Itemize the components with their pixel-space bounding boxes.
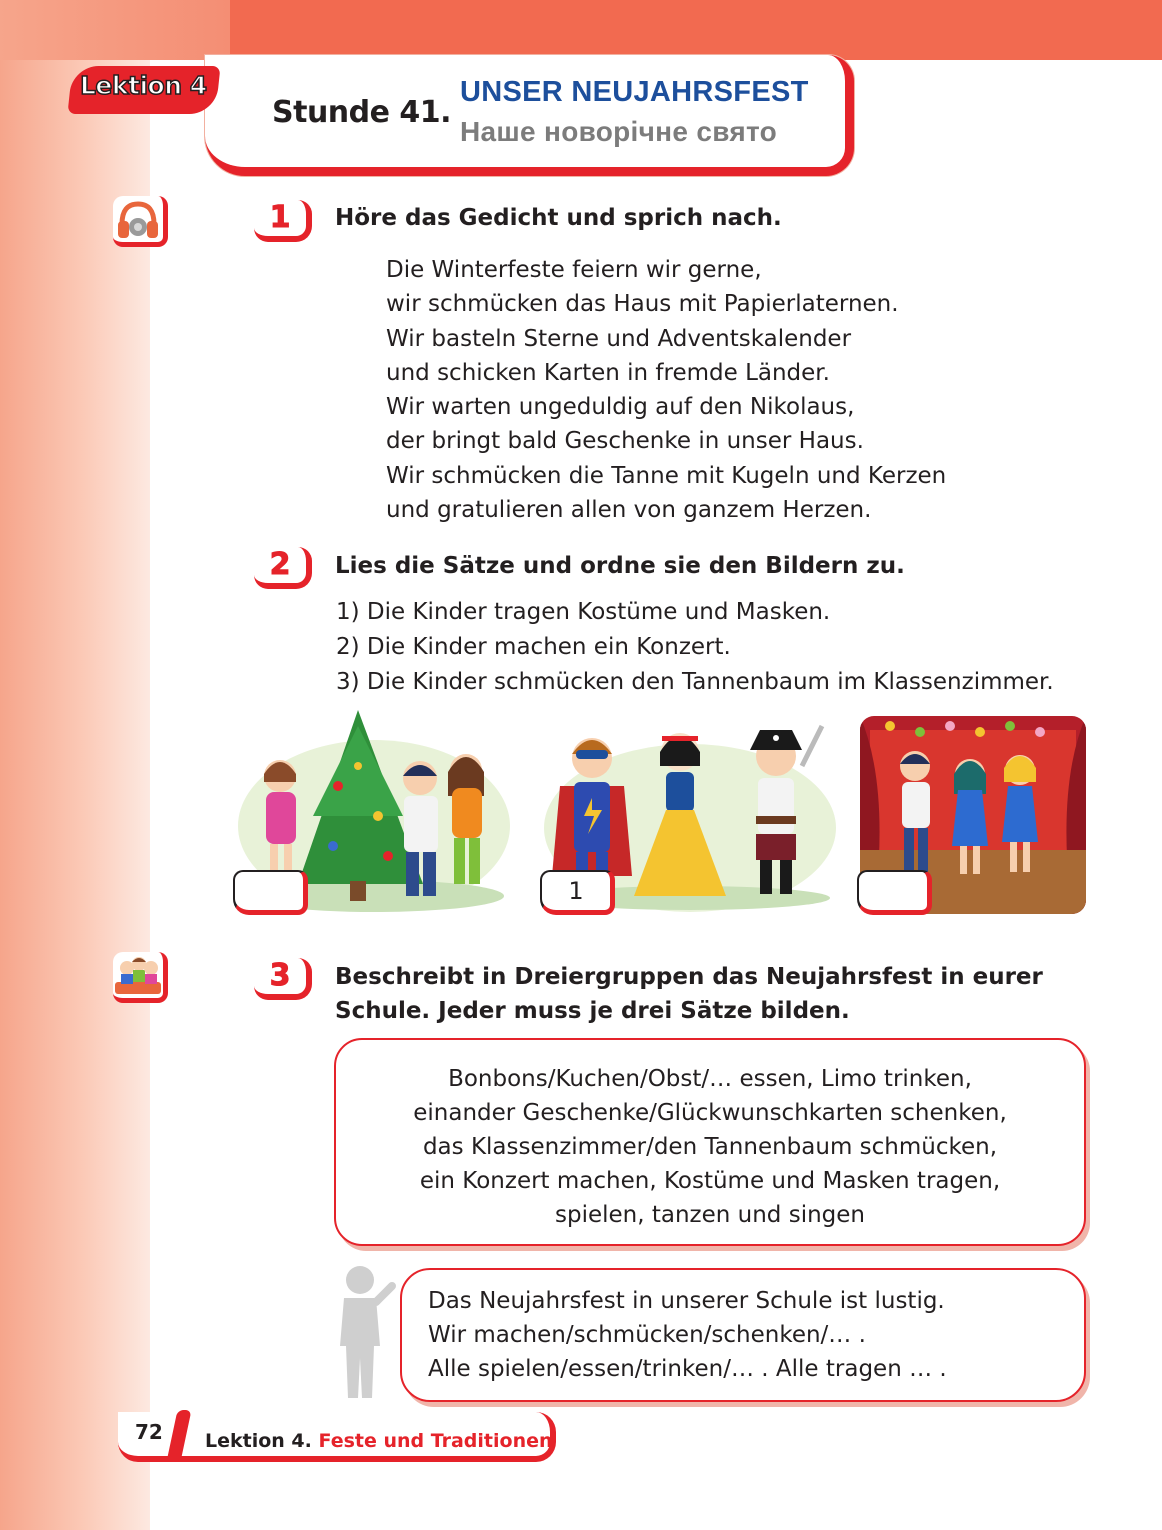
poem-line: Wir schmücken die Tanne mit Kugeln und Kerzen <box>386 462 947 489</box>
poem-line: Wir warten ungeduldig auf den Nikolaus, <box>386 394 855 421</box>
answer-box-2[interactable]: 1 <box>540 870 615 915</box>
poem-line: Die Winterfeste feiern wir gerne, <box>386 257 762 283</box>
poem <box>386 253 946 527</box>
task-3-title-line: Schule. Jeder muss je drei Sätze bilden. <box>335 998 850 1024</box>
speech-bubble <box>400 1268 1086 1402</box>
answer-box-3[interactable] <box>857 870 932 915</box>
task-1-title: Höre das Gedicht und sprich nach. <box>335 205 782 231</box>
word-box <box>334 1038 1086 1246</box>
sentence-item: 3) Die Kinder schmücken den Tannenbaum im Klassenzimmer. <box>336 669 1054 695</box>
headphones-icon <box>113 196 163 242</box>
page-subtitle: Наше новорічне свято <box>460 116 778 147</box>
speech-line: Wir machen/schmücken/schenken/… . <box>428 1322 866 1348</box>
top-decorative-band <box>230 0 1162 60</box>
word-box-line: Bonbons/Kuchen/Obst/… essen, Limo trinken, <box>448 1066 972 1092</box>
word-box-line: das Klassenzimmer/den Tannenbaum schmücken, <box>422 1134 998 1160</box>
footer-lesson-label: Lektion 4. <box>205 1430 312 1452</box>
task-number-3: 3 <box>254 958 312 1000</box>
page-title: UNSER NEUJAHRSFEST <box>460 76 809 108</box>
task-3-title <box>335 960 1043 1028</box>
sentence-item: 1) Die Kinder tragen Kostüme und Masken. <box>336 599 831 625</box>
task-2-title: Lies die Sätze und ordne sie den Bildern zu. <box>335 553 905 579</box>
answer-box-1[interactable] <box>233 870 308 915</box>
speaker-silhouette-icon <box>330 1262 400 1402</box>
speech-line: Das Neujahrsfest in unserer Schule ist lustig. <box>428 1288 945 1314</box>
headphones-icon-card[interactable] <box>113 196 168 247</box>
poem-line: und gratulieren allen von ganzem Herzen. <box>386 497 872 524</box>
poem-line: und schicken Karten in fremde Länder. <box>386 359 830 386</box>
word-box-line: spielen, tanzen und singen <box>554 1202 865 1228</box>
task-3-title-line: Beschreibt in Dreiergruppen das Neujahrsfest in eurer <box>335 964 1043 990</box>
poem-line: wir schmücken das Haus mit Papierlaternen. <box>386 291 899 318</box>
group-kids-icon-card[interactable] <box>113 952 168 1003</box>
task-number-2: 2 <box>254 547 312 589</box>
lesson-badge: Lektion 4 <box>80 71 207 100</box>
word-box-line: ein Konzert machen, Kostüme und Masken tragen, <box>419 1168 1001 1194</box>
lesson-number: Stunde 41. <box>272 95 452 130</box>
page-number: 72 <box>135 1420 163 1444</box>
sentence-item: 2) Die Kinder machen ein Konzert. <box>336 634 731 660</box>
poem-line: Wir basteln Sterne und Adventskalender <box>386 325 852 352</box>
poem-line: der bringt bald Geschenke in unser Haus. <box>386 428 864 455</box>
speech-line: Alle spielen/essen/trinken/… . Alle tragen … . <box>428 1356 947 1382</box>
group-kids-icon <box>113 952 163 998</box>
task-number-1: 1 <box>254 200 312 242</box>
footer-lesson <box>205 1430 553 1452</box>
word-box-line: einander Geschenke/Glückwunschkarten schenken, <box>413 1100 1007 1126</box>
footer-lesson-topic: Feste und Traditionen <box>318 1430 553 1452</box>
sentence-list <box>336 595 1054 700</box>
